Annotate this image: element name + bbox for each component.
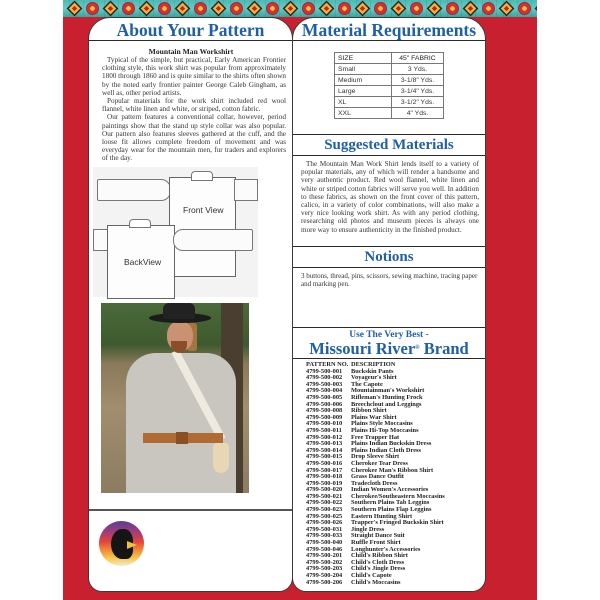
pattern-list: [306, 362, 485, 586]
pattern-description: Free Trapper Hat: [351, 433, 400, 441]
fabric-header: 45" FABRIC: [392, 53, 444, 64]
bead-diamond-icon: [283, 1, 299, 17]
pattern-number: 4799-500-031: [306, 525, 343, 533]
pattern-number: 4799-500-021: [306, 492, 343, 500]
suggested-materials-section: [293, 134, 485, 234]
pattern-description: Mountainman's Workshirt: [351, 387, 425, 395]
about-subtitle: Mountain Man Workshirt: [148, 47, 234, 56]
size-cell: Large: [335, 86, 392, 97]
pattern-number: 4799-500-017: [306, 466, 343, 474]
pattern-description: Child's Ribbon Shirt: [351, 552, 408, 560]
suggested-text: [293, 156, 485, 234]
about-paragraph: Typical of the simple, but practical, Early American Frontier clothing style, this work shirt was popular from approximately 1800 through 1860 and is quite similar to the shirts often shown by the noted early frontier painter George Caleb Gingham, as well as, other period artists.: [102, 56, 286, 97]
bead-sun-icon: [302, 2, 315, 15]
pattern-number: 4799-500-016: [306, 459, 343, 467]
notions-section: [293, 246, 485, 288]
pattern-number: 4799-500-006: [306, 400, 343, 408]
bead-diamond-icon: [355, 1, 371, 17]
brand-kicker: Use The Very Best -: [349, 330, 429, 340]
pattern-description: Drop Sleeve Shirt: [351, 453, 400, 461]
pattern-number: 4799-500-202: [306, 558, 343, 566]
bead-diamond-icon: [175, 1, 191, 17]
raven-beak: [127, 541, 137, 549]
pattern-description: Cherokee Man's Ribbon Shirt: [351, 466, 434, 474]
pattern-description: Eastern Hunting Shirt: [351, 512, 413, 520]
bead-sun-icon: [446, 2, 459, 15]
pattern-description: Plains Indian Cloth Dress: [351, 446, 422, 454]
pattern-description: Child's Capote: [351, 572, 392, 579]
pattern-description: Child's Jingle Dress: [351, 565, 406, 573]
brand-name-text: Missouri River: [309, 339, 416, 358]
beadwork-border: [63, 0, 537, 17]
about-title: About Your Pattern: [89, 18, 292, 41]
pattern-number: 4799-500-012: [306, 433, 343, 441]
pattern-number: 4799-500-046: [306, 545, 343, 553]
front-view-shirt: [169, 177, 236, 277]
pattern-number: 4799-500-025: [306, 512, 343, 520]
pattern-number: 4799-500-009: [306, 413, 343, 421]
figure-beard: [171, 341, 187, 353]
back-sleeve-right: [173, 229, 253, 251]
bead-sun-icon: [86, 2, 99, 15]
pattern-number: 4799-500-019: [306, 479, 343, 487]
brand-name: [293, 340, 485, 357]
table-header-row: [335, 53, 444, 64]
pattern-number: 4799-500-203: [306, 565, 343, 573]
logo-divider: [89, 509, 293, 511]
bead-diamond-icon: [139, 1, 155, 17]
pattern-description: Plains War Shirt: [351, 413, 397, 421]
pattern-description: Child's Moccasins: [351, 578, 401, 586]
size-cell: Small: [335, 64, 392, 75]
brand-section: [293, 327, 485, 586]
pattern-description: Child's Cloth Dress: [351, 558, 405, 566]
suggested-title: Suggested Materials: [293, 135, 485, 156]
front-sleeve-right: [234, 179, 258, 201]
pattern-description: Straight Dance Suit: [351, 532, 405, 540]
bead-sun-icon: [158, 2, 171, 15]
brand-heading: [293, 328, 485, 359]
yardage-cell: 3-1/4" Yds.: [392, 86, 444, 97]
bead-diamond-icon: [427, 1, 443, 17]
pattern-description: Breechclout and Leggings: [351, 400, 422, 408]
pattern-number: 4799-500-018: [306, 473, 343, 481]
bead-diamond-icon: [211, 1, 227, 17]
yardage-cell: 3 Yds.: [392, 64, 444, 75]
pattern-number: 4799-500-022: [306, 499, 343, 507]
pattern-number: 4799-500-204: [306, 572, 343, 579]
pattern-description: Plains Indian Buckskin Dress: [351, 440, 432, 448]
pattern-number: 4799-500-005: [306, 393, 343, 401]
pattern-description: Trapper's Fringed Buckskin Shirt: [351, 519, 444, 527]
back-view-label: BackView: [124, 256, 162, 267]
pattern-number: 4799-500-206: [306, 578, 343, 586]
suggested-paragraph: The Mountain Man Work Shirt lends itself to a variety of popular materials, any of which will render a handsome and very authentic product. Red wool flannel, white linen and white or striped cotton fabrics will serve you well. In addition to these fabrics, as shown on the front cover of this pattern, calico, in a variety of color combinations, will also make a very nice looking work shirt. As with any period clothing, researching old photos and museum pieces is always one more way to ensure authenticity in the finished product.: [301, 160, 479, 234]
front-collar: [191, 171, 213, 181]
pattern-number: 4799-500-011: [306, 426, 342, 434]
back-collar: [129, 219, 151, 228]
pattern-number: 4799-500-040: [306, 539, 343, 547]
notions-text: 3 buttons, thread, pins, scissors, sewing machine, tracing paper and marking pen.: [301, 272, 478, 289]
bead-diamond-icon: [319, 1, 335, 17]
table-row: [335, 86, 444, 97]
pattern-description: Indian Women's Accessories: [351, 486, 429, 494]
pattern-number: 4799-500-002: [306, 374, 343, 382]
pattern-number: 4799-500-033: [306, 532, 343, 540]
table-row: [335, 75, 444, 86]
bead-sun-icon: [338, 2, 351, 15]
pattern-number: 4799-500-008: [306, 407, 343, 415]
pattern-number: 4799-500-201: [306, 552, 343, 560]
pattern-description: Cherokee Tear Dress: [351, 459, 408, 467]
table-row: [335, 64, 444, 75]
pattern-description: The Capote: [351, 380, 383, 388]
about-paragraph: Popular materials for the work shirt included red wool flannel, white linen and white, or striped, cotton fabric.: [102, 97, 286, 114]
bead-sun-icon: [410, 2, 423, 15]
front-view-label: Front View: [183, 204, 224, 215]
materials-title: Material Requirements: [293, 18, 485, 41]
pattern-description: Southern Plains Tab Leggins: [351, 499, 430, 507]
pattern-number: 4799-500-004: [306, 387, 343, 395]
brand-suffix: Brand: [419, 339, 469, 358]
pattern-no-header: PATTERN NO.: [306, 361, 349, 368]
pattern-number: 4799-500-010: [306, 420, 343, 428]
list-item: [306, 580, 485, 587]
about-text: [102, 56, 286, 163]
notions-title: Notions: [293, 247, 485, 268]
table-row: [335, 108, 444, 119]
description-header: DESCRIPTION: [351, 361, 396, 368]
bead-diamond-icon: [247, 1, 263, 17]
yardage-cell: 4" Yds.: [392, 108, 444, 119]
bead-diamond-icon: [103, 1, 119, 17]
bead-diamond-icon: [535, 1, 537, 17]
bead-sun-icon: [194, 2, 207, 15]
bead-sun-icon: [518, 2, 531, 15]
pattern-number: 4799-500-014: [306, 446, 343, 454]
pattern-description: Ruffle Front Shirt: [351, 539, 401, 547]
bead-sun-icon: [122, 2, 135, 15]
pattern-description: Southern Plains Flap Leggins: [351, 506, 432, 514]
pattern-description: Grass Dance Outfit: [351, 473, 404, 481]
model-photo: [101, 303, 249, 493]
pattern-description: Longhunter's Accessories: [351, 545, 421, 553]
size-cell: XL: [335, 97, 392, 108]
bead-sun-icon: [230, 2, 243, 15]
figure-buckle: [176, 432, 188, 444]
bead-diamond-icon: [391, 1, 407, 17]
pattern-description: Ribbon Shirt: [351, 407, 387, 415]
size-cell: XXL: [335, 108, 392, 119]
yardage-cell: 3-1/2" Yds.: [392, 97, 444, 108]
pattern-number: 4799-500-013: [306, 440, 343, 448]
pattern-description: Tradecloth Dress: [351, 479, 398, 487]
bead-sun-icon: [266, 2, 279, 15]
pattern-description: Rifleman's Hunting Frock: [351, 393, 423, 401]
pattern-description: Voyageur's Shirt: [351, 374, 397, 382]
about-body: [89, 41, 292, 163]
figure-bag: [213, 443, 229, 473]
bead-diamond-icon: [499, 1, 515, 17]
bead-diamond-icon: [463, 1, 479, 17]
shirt-sketch-image: [93, 167, 258, 297]
pattern-number: 4799-500-026: [306, 519, 343, 527]
about-paragraph: Our pattern features a conventional collar, however, period paintings show that the stand up style collar was also popular. Our pattern also features sleeves gathered at the cuff, and the loose fit allows complete freedom of movement and was everyday wear for the mountain men, fur traders and explorers of the day.: [102, 113, 286, 163]
requirements-panel: [292, 17, 486, 592]
size-cell: Medium: [335, 75, 392, 86]
pattern-back-cover: [63, 0, 537, 600]
pattern-number: 4799-500-020: [306, 486, 343, 494]
size-header: SIZE: [335, 53, 392, 64]
registered-mark: ®: [415, 345, 420, 351]
material-requirements-table: [334, 52, 444, 119]
figure-hat-crown: [163, 303, 195, 319]
pattern-description: Cherokee/Southeastern Moccasins: [351, 492, 445, 500]
bead-sun-icon: [482, 2, 495, 15]
pattern-number: 4799-500-001: [306, 367, 343, 375]
pattern-description: Plains Style Moccasins: [351, 420, 413, 428]
pattern-number: 4799-500-015: [306, 453, 343, 461]
pattern-description: Buckskin Pants: [351, 367, 394, 375]
table-row: [335, 97, 444, 108]
about-panel: [88, 17, 293, 592]
brand-logo-icon: [99, 521, 144, 566]
pattern-number: 4799-500-023: [306, 506, 343, 514]
pattern-number: 4799-500-003: [306, 380, 343, 388]
bead-sun-icon: [374, 2, 387, 15]
front-sleeve-left: [97, 179, 171, 201]
pattern-description: Jingle Dress: [351, 525, 385, 533]
bead-diamond-icon: [67, 1, 83, 17]
yardage-cell: 3-1/8" Yds.: [392, 75, 444, 86]
pattern-description: Plains Hi-Top Moccasins: [351, 426, 419, 434]
